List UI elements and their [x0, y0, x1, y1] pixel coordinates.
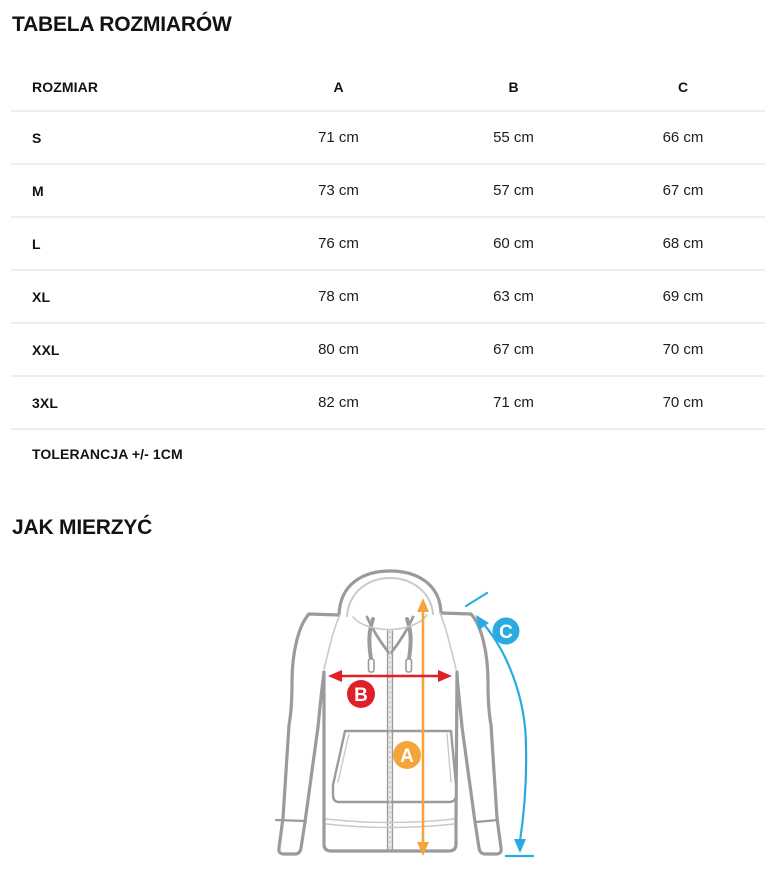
measurement-diagram: [249, 565, 541, 887]
svg-text:B: B: [354, 685, 368, 706]
value-cell-c: 67 cm: [662, 182, 704, 199]
svg-text:C: C: [499, 622, 513, 643]
table-row: [11, 112, 765, 165]
value-cell-a: 76 cm: [318, 235, 359, 252]
column-header-c: C: [677, 78, 689, 95]
value-cell-b: 55 cm: [493, 129, 534, 146]
size-cell: XXL: [32, 341, 60, 358]
size-table: [11, 63, 765, 430]
table-row: [11, 324, 765, 377]
table-header-row: [11, 63, 765, 112]
value-cell-a: 78 cm: [318, 288, 359, 305]
table-row: [11, 377, 765, 430]
value-cell-c: 66 cm: [662, 129, 704, 146]
value-cell-b: 63 cm: [493, 288, 534, 305]
svg-text:A: A: [400, 746, 414, 767]
value-cell-b: 57 cm: [493, 182, 534, 199]
value-cell-a: 82 cm: [318, 394, 359, 411]
size-cell: S: [32, 129, 42, 146]
hoodie-diagram-svg: [249, 565, 541, 887]
size-cell: 3XL: [32, 394, 58, 411]
section-title: JAK MIERZYĆ: [12, 516, 153, 539]
value-cell-c: 69 cm: [662, 288, 704, 305]
table-row: [11, 165, 765, 218]
value-cell-c: 70 cm: [662, 341, 704, 358]
hoodie-outline-icon: [276, 571, 501, 854]
value-cell-b: 71 cm: [493, 394, 534, 411]
column-header-rozmiar: ROZMIAR: [32, 78, 99, 95]
value-cell-a: 73 cm: [318, 182, 359, 199]
value-cell-a: 71 cm: [318, 129, 359, 146]
page-title: TABELA ROZMIARÓW: [12, 13, 232, 36]
size-cell: L: [32, 235, 41, 252]
size-cell: M: [32, 182, 44, 199]
value-cell-c: 68 cm: [662, 235, 704, 252]
table-row: [11, 271, 765, 324]
tolerance-note: TOLERANCJA +/- 1CM: [32, 446, 183, 462]
value-cell-a: 80 cm: [318, 341, 359, 358]
value-cell-c: 70 cm: [662, 394, 704, 411]
column-header-a: A: [333, 78, 344, 95]
column-header-b: B: [508, 78, 519, 95]
size-cell: XL: [32, 288, 51, 305]
table-row: [11, 218, 765, 271]
size-guide-page: [11, 0, 765, 887]
value-cell-b: 67 cm: [493, 341, 534, 358]
value-cell-b: 60 cm: [493, 235, 534, 252]
